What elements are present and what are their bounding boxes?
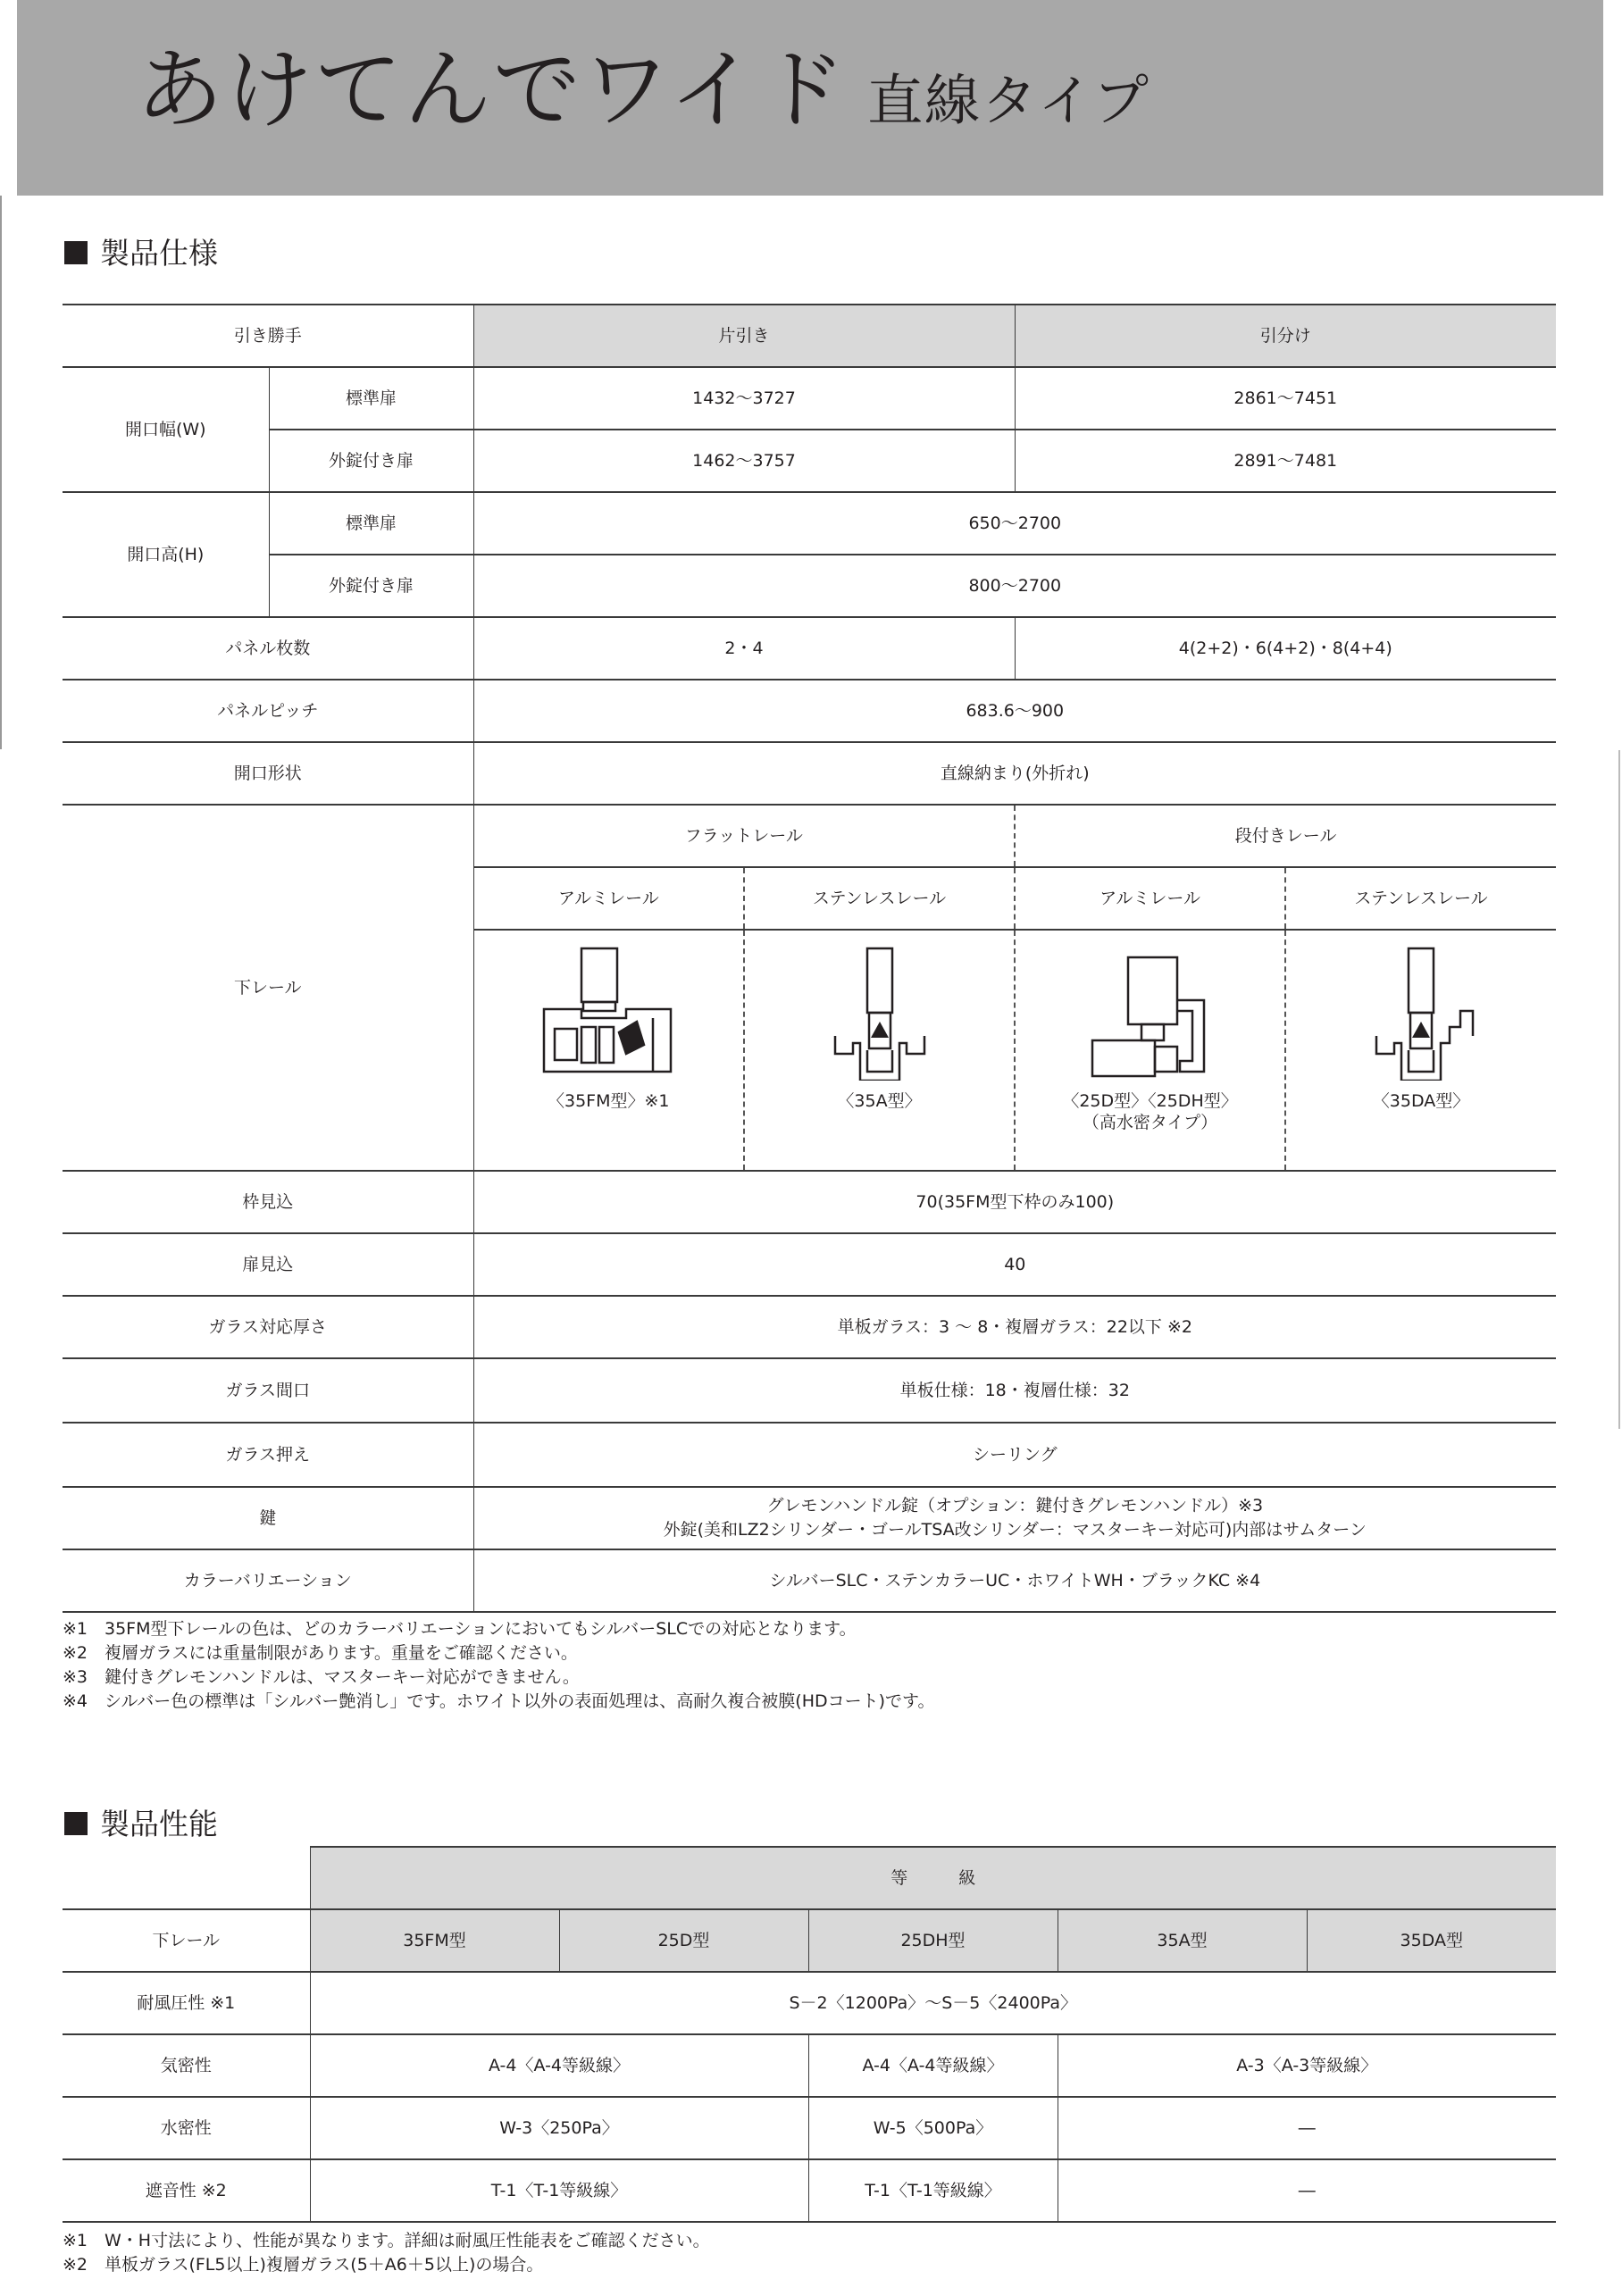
spec-table — [63, 304, 1556, 1613]
width-lock-double: 2891～7481 — [1015, 430, 1556, 492]
rail-step: 段付きレール — [1015, 805, 1556, 867]
title-sub: 直線タイプ — [867, 68, 1150, 133]
spec-row-rail-type — [63, 805, 1556, 867]
spec-note: ※4 シルバー色の標準は「シルバー艶消し」です。ホワイト以外の表面処理は、高耐久複合被膜(HDコート)です。 — [63, 1691, 935, 1711]
panels-label: パネル枚数 — [63, 617, 473, 680]
rail-25d-caption-note: （高水密タイプ） — [1082, 1112, 1218, 1132]
perf-row-types — [63, 1909, 1556, 1972]
spec-note: ※2 複層ガラスには重量制限があります。重量をご確認ください。 — [63, 1643, 578, 1663]
perf-note: ※2 単板ガラス(FL5以上)複層ガラス(5＋A6＋5以上)の場合。 — [63, 2255, 544, 2275]
perf-note: ※1 W・H寸法により、性能が異なります。詳細は耐風圧性能表をご確認ください。 — [63, 2231, 710, 2250]
width-standard-double: 2861～7451 — [1015, 367, 1556, 430]
shape-label: 開口形状 — [63, 742, 473, 805]
rail-35da-cell — [1285, 930, 1556, 1171]
spec-row-hand — [63, 305, 1556, 367]
type-25d: 25D型 — [559, 1909, 808, 1972]
air-c: A-3〈A-3等級線〉 — [1058, 2034, 1556, 2097]
pitch-label: パネルピッチ — [63, 680, 473, 742]
panels-single: 2・4 — [473, 617, 1015, 680]
type-35a: 35A型 — [1058, 1909, 1307, 1972]
hand-double: 引分け — [1015, 305, 1556, 367]
perf-notes — [63, 2229, 710, 2277]
perf-row-air — [63, 2034, 1556, 2097]
spec-row-height-standard — [63, 492, 1556, 555]
width-standard-single: 1432～3727 — [473, 367, 1015, 430]
spec-row-door-depth — [63, 1233, 1556, 1296]
shape-value: 直線納まり(外折れ) — [473, 742, 1556, 805]
glass-gap-label: ガラス間口 — [63, 1358, 473, 1423]
frame-depth-value: 70(35FM型下枠のみ100) — [473, 1171, 1556, 1233]
rail-35a-drawing — [808, 947, 951, 1081]
title-main: あけてんでワイド — [136, 39, 849, 141]
spec-row-panels — [63, 617, 1556, 680]
page-title — [136, 39, 1150, 141]
spec-row-frame-depth — [63, 1171, 1556, 1233]
rail-35a-cell — [744, 930, 1015, 1171]
height-label: 開口高(H) — [63, 492, 269, 617]
spec-note: ※1 35FM型下レールの色は、どのカラーバリエーションにおいてもシルバーSLCでの対応となります。 — [63, 1619, 857, 1639]
air-b: A-4〈A-4等級線〉 — [808, 2034, 1058, 2097]
rail-35da-drawing — [1350, 947, 1492, 1081]
rail-flat-alu: アルミレール — [473, 867, 744, 930]
door-depth-label: 扉見込 — [63, 1233, 473, 1296]
rail-step-stainless: ステンレスレール — [1285, 867, 1556, 930]
frame-depth-label: 枠見込 — [63, 1171, 473, 1233]
water-a: W-3〈250Pa〉 — [310, 2097, 808, 2159]
hand-label: 引き勝手 — [63, 305, 473, 367]
key-label: 鍵 — [63, 1487, 473, 1549]
spec-row-glass-gap — [63, 1358, 1556, 1423]
perf-row-sound — [63, 2159, 1556, 2222]
spec-row-colors — [63, 1549, 1556, 1612]
spec-section-title — [64, 236, 218, 271]
key-line-2: 外錠(美和LZ2シリンダー・ゴールTSA改シリンダー：マスターキー対応可)内部はサムターン — [663, 1520, 1367, 1540]
sound-a: T-1〈T-1等級線〉 — [310, 2159, 808, 2222]
rail-35fm-cell — [473, 930, 744, 1171]
square-bullet-icon — [64, 241, 88, 264]
perf-rail-label: 下レール — [63, 1909, 310, 1972]
water-b: W-5〈500Pa〉 — [808, 2097, 1058, 2159]
rail-flat: フラットレール — [473, 805, 1015, 867]
colors-value: シルバーSLC・ステンカラーUC・ホワイトWH・ブラックKC ※4 — [473, 1549, 1556, 1612]
spec-row-shape — [63, 742, 1556, 805]
spec-row-pitch — [63, 680, 1556, 742]
rail-label: 下レール — [63, 805, 473, 1171]
key-line-1: グレモンハンドル錠（オプション：鍵付きグレモンハンドル）※3 — [766, 1496, 1264, 1516]
sound-label: 遮音性 ※2 — [63, 2159, 310, 2222]
door-depth-value: 40 — [473, 1233, 1556, 1296]
wind-label: 耐風圧性 ※1 — [63, 1972, 310, 2034]
type-25dh: 25DH型 — [808, 1909, 1058, 1972]
spec-row-key — [63, 1487, 1556, 1549]
perf-blank-cell — [63, 1847, 310, 1909]
width-standard-label: 標準扉 — [269, 367, 473, 430]
glass-stop-value: シーリング — [473, 1423, 1556, 1487]
key-value — [473, 1487, 1556, 1549]
type-35da: 35DA型 — [1307, 1909, 1556, 1972]
perf-section-title — [64, 1809, 218, 1839]
spec-notes — [63, 1617, 935, 1714]
rail-flat-stainless: ステンレスレール — [744, 867, 1015, 930]
rail-step-alu: アルミレール — [1015, 867, 1285, 930]
perf-row-water — [63, 2097, 1556, 2159]
spec-section-label: 製品仕様 — [100, 236, 218, 271]
air-label: 気密性 — [63, 2034, 310, 2097]
glass-gap-value: 単板仕様：18・複層仕様：32 — [473, 1358, 1556, 1423]
grade-header: 等 級 — [310, 1847, 1556, 1909]
glass-stop-label: ガラス押え — [63, 1423, 473, 1487]
rail-35a-caption: 〈35A型〉 — [837, 1091, 922, 1111]
height-lock-value: 800～2700 — [473, 555, 1556, 617]
spec-note: ※3 鍵付きグレモンハンドルは、マスターキー対応ができません。 — [63, 1667, 580, 1687]
spec-row-width-standard — [63, 367, 1556, 430]
rail-25d-caption-main: 〈25D型〉〈25DH型〉 — [1062, 1091, 1238, 1111]
perf-row-grade — [63, 1847, 1556, 1909]
water-c: ― — [1058, 2097, 1556, 2159]
width-lock-single: 1462～3757 — [473, 430, 1015, 492]
perf-section-label: 製品性能 — [100, 1807, 218, 1841]
width-label: 開口幅(W) — [63, 367, 269, 492]
perf-row-wind — [63, 1972, 1556, 2034]
edge-line-left — [0, 196, 2, 749]
colors-label: カラーバリエーション — [63, 1549, 473, 1612]
square-bullet-icon — [64, 1812, 88, 1835]
height-standard-label: 標準扉 — [269, 492, 473, 555]
spec-row-height-lock — [63, 555, 1556, 617]
rail-25d-caption — [1016, 1091, 1284, 1134]
rail-35fm-caption: 〈35FM型〉※1 — [548, 1091, 670, 1111]
glass-thickness-label: ガラス対応厚さ — [63, 1296, 473, 1358]
glass-thickness-value: 単板ガラス：3 ～ 8・複層ガラス：22以下 ※2 — [473, 1296, 1556, 1358]
panels-double: 4(2+2)・6(4+2)・8(4+4) — [1015, 617, 1556, 680]
air-a: A-4〈A-4等級線〉 — [310, 2034, 808, 2097]
rail-35da-caption: 〈35DA型〉 — [1372, 1091, 1470, 1111]
spec-row-glass-thickness — [63, 1296, 1556, 1358]
pitch-value: 683.6～900 — [473, 680, 1556, 742]
wind-value: S－2〈1200Pa〉～S－5〈2400Pa〉 — [310, 1972, 1556, 2034]
spec-row-width-lock — [63, 430, 1556, 492]
type-35fm: 35FM型 — [310, 1909, 559, 1972]
sound-b: T-1〈T-1等級線〉 — [808, 2159, 1058, 2222]
water-label: 水密性 — [63, 2097, 310, 2159]
hand-single: 片引き — [473, 305, 1015, 367]
height-standard-value: 650～2700 — [473, 492, 1556, 555]
sound-c: ― — [1058, 2159, 1556, 2222]
width-lock-label: 外錠付き扉 — [269, 430, 473, 492]
rail-25d-cell — [1015, 930, 1285, 1171]
rail-25d-drawing — [1074, 947, 1226, 1081]
perf-table — [63, 1846, 1556, 2223]
edge-line-right — [1618, 750, 1620, 1429]
rail-35fm-drawing — [537, 947, 680, 1081]
spec-row-glass-stop — [63, 1423, 1556, 1487]
height-lock-label: 外錠付き扉 — [269, 555, 473, 617]
